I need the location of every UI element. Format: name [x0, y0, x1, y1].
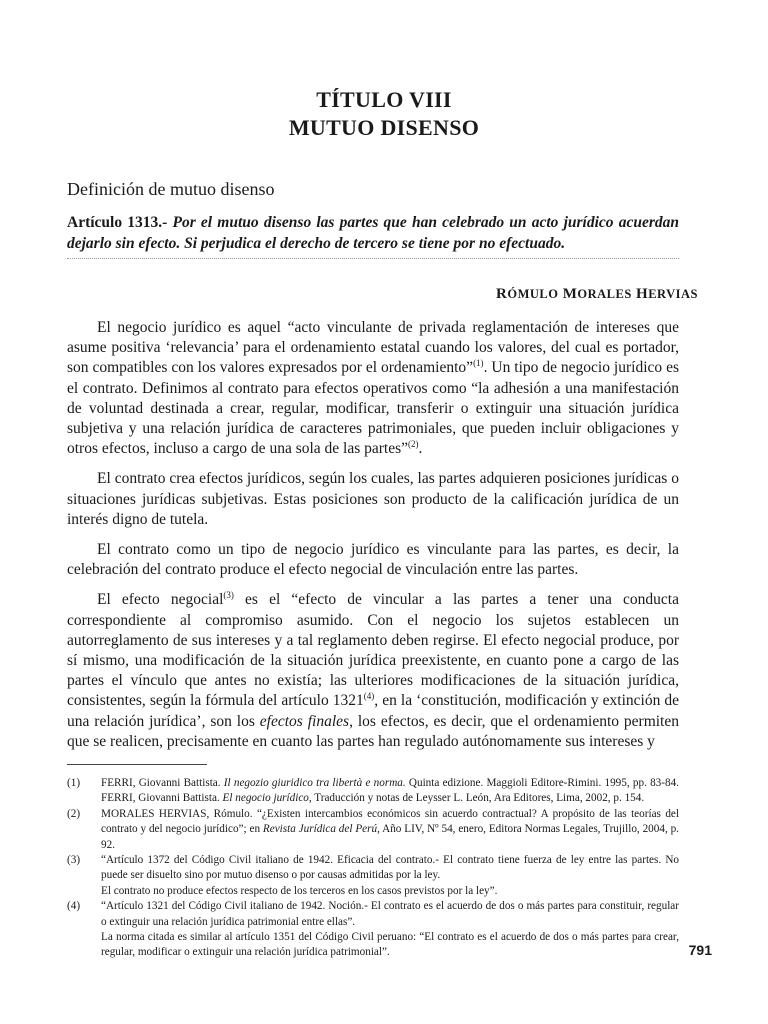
footnote-1: (1) FERRI, Giovanni Battista. Il negozio giuridico tra libertà e norma. Quinta edizione. Maggioli Editore-Rimini. 1995, pp. 83-84. FERRI, Giovanni Battista. El negocio jurídico, Traducción y notas de Leysser L. León, Ara Editores, Lima, 2002, p. 154. [67, 777, 679, 805]
paragraph-4: El efecto negocial$^{(3)}$ es el “efecto de vincular a las partes a tener una conducta correspondiente al compromiso asumido. Con el negocio los sujetos establecen un autorreglamento de sus intereses y a tal reglamento deben regirse. El efecto negocial produce, por sí mismo, una modificación de la situación jurídica preexistente, en cuanto pone a cargo de las partes el vínculo que antes no existía; las ulteriores modificaciones de la situación jurídica, consistentes, según la fórmula del artículo 1321$^{(4)}$, en la ‘constitución, modificación y extinción de una relación jurídica’, son los efectos finales, los efectos, es decir, que el ordenamiento permiten que se realicen, precisamente en cuanto las partes han regulado autónomamente sus intereses y [67, 590, 679, 750]
title-line-2: MUTUO DISENSO [288, 115, 480, 140]
footnote-ref-3: (3) [223, 590, 234, 601]
page-number: 791 [688, 942, 712, 958]
paragraph-3: El contrato como un tipo de negocio jurídico es vinculante para las partes, es decir, la celebración del contrato produce el efecto negocial de vinculación entre las partes. [67, 541, 679, 579]
footnote-ref-4: (4) [363, 691, 375, 702]
footnotes [67, 776, 679, 961]
paragraph-2: El contrato crea efectos jurídicos, según los cuales, las partes adquieren posiciones jurídicas o situaciones jurídicas subjetivas. Estas posiciones son producto de la calificación jurídica de un interés digno de tutela. [67, 470, 679, 528]
article-text: Por el mutuo disenso las partes que han celebrado un acto jurídico acuerdan dejarlo sin efecto. Si perjudica el derecho de tercero se tiene por no efectuado. [67, 214, 679, 252]
paragraph-1: El negocio jurídico es aquel “acto vinculante de privada reglamentación de intereses que asume positiva ‘relevancia’ para el ordenamiento estatal cuando los valores, del cual es portador, son compatibles con los valores expresados por el ordenamiento”$^{(1)}$. Un tipo de negocio jurídico es el contrato. Definimos al contrato para efectos operativos como “la adhesión a una manifestación de voluntad destinada a crear, regular, modificar, transferir o extinguir una situación jurídica subjetiva y una relación jurídica de caracteres patrimoniales, que pueden incluir obligaciones y otros efectos, incluso a cargo de una sola de las partes”$^{(2)}$. [67, 319, 680, 458]
footnote-ref-2: (2) [408, 439, 419, 450]
article-number: Artículo 1313.- [67, 214, 168, 231]
author-name: RÓMULO MORALES HERVIAS [496, 286, 698, 302]
title-line-1: TÍTULO VIII [316, 87, 452, 112]
footnote-3: (3) “Artículo 1372 del Código Civil italiano de 1942. Eficacia del contrato.- El contrato tiene fuerza de ley entre las partes. No puede ser disuelto sino por mutuo disenso o por causas admitidas por la ley. El contrato no produce efectos respecto de los terceros en los casos previstos por la ley”. [67, 854, 679, 897]
article-divider [67, 258, 679, 259]
body-text [67, 318, 679, 762]
footnote-4: (4) “Artículo 1321 del Código Civil italiano de 1942. Noción.- El contrato es el acuerdo de dos o más partes para constituir, regular o extinguir una relación jurídica patrimonial entre ellas”. La norma citada es similar al artículo 1351 del Código Civil peruano: “El contrato es el acuerdo de dos o más partes para crear, regular, modificar o extinguir una relación jurídica patrimonial”. [67, 900, 679, 959]
footnote-ref-1: (1) [473, 358, 484, 369]
footnote-divider [67, 764, 207, 765]
section-heading: Definición de mutuo disenso [67, 179, 275, 199]
article-1313 [67, 212, 679, 254]
footnote-2: (2) MORALES HERVIAS, Rómulo. “¿Existen intercambios económicos sin acuerdo contractual? A propósito de las teorías del contrato y del negocio jurídico”; en Revista Jurídica del Perú, Año LIV, Nº 54, enero, Editora Normas Legales, Trujillo, 2004, p. 92. [67, 807, 679, 851]
